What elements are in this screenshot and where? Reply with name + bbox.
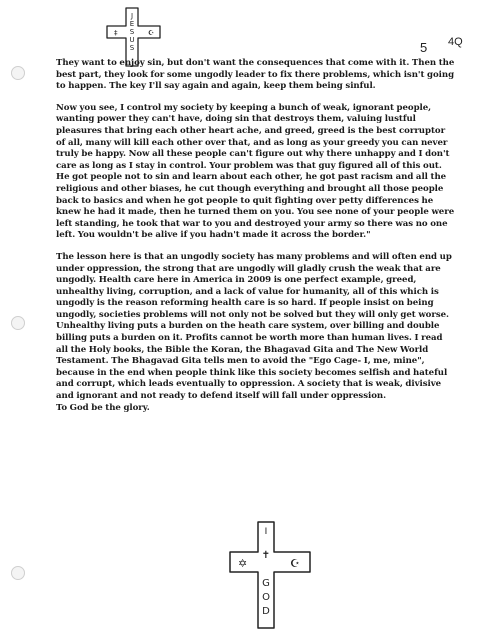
top-cross-right-mark: ☪ [148,29,155,37]
bottom-cross-drawing [226,520,314,632]
top-cross-left-mark: ‡ [114,29,118,37]
paragraph-3: The lesson here is that an ungodly society has many problems and will often end up under oppression, the strong that are ungodly will gladly crush the weak that are ungodly. Health care here in America in 2009 is one perfect example, greed, unhealthy living, corruption, and a lack of value for humanity, all of this which is ungodly is the reason reforming health care is so hard. If people insist on being ungodly, societies problems will not only not be solved but they will only get worse. Unhealthy living puts a burden on the heath care system, over billing and double billing puts a burden on it. Profits cannot be worth more than human lives. I read all the Holy books, the Bible the Koran, the Bhagavad Gita and The New World Testament. The Bhagavad Gita tells men to avoid the "Ego Cage- I, me, mine", because in the end when people think like this society becomes selfish and hateful and corrupt, which leads eventually to oppression. A society that is weak, divisive and ignorant and not ready to defend itself will fall under oppression. [56,251,452,402]
svg-text:I: I [264,527,268,537]
svg-text:✝: ✝ [261,550,271,561]
crescent-star-icon: ☪ [290,557,300,570]
binder-hole [11,316,25,330]
page-number: 5 [420,40,428,55]
svg-text:D: D [262,606,270,617]
paragraph-1: They want to enjoy sin, but don't want the consequences that come with it. Then the best part, they look for some ungodly leader to fix there problems, which isn't going to happen. The key I'll say again and again, keep them being sinful. [56,58,455,92]
binder-hole [11,566,25,580]
paragraph-2: Now you see, I control my society by keeping a bunch of weak, ignorant people, wanting power they can't have, doing sin that destroys them, valuing lustful pleasures that bring each other heart ache, and greed, greed is the best corruptor of all, many will kill each other over that, and as long as your greedy you can never truly be happy. Now all these people can't figure out why there unhappy and I don't care as long as I stay in control. Your problem was that guy figured all of this out. He got people not to sin and learn about each other, he got past racism and all the religious and other biases, he cut though everything and brought all those people back to basics and when he got people to quit fighting over petty differences he knew he had it made, then he turned them on you. You see none of your people were left standing, he took that war to you and destroyed your army so there was no one left. You wouldn't be alive if you hadn't made it across the border." [56,102,455,241]
closing-line: To God be the glory. [56,402,150,413]
body-text [56,58,456,424]
star-of-david-icon: ✡ [238,557,248,570]
svg-text:O: O [262,592,270,603]
handwritten-page-number: 4Q [448,36,463,48]
svg-text:G: G [262,578,270,589]
top-cross-vertical-text: J E S U S [129,12,135,52]
binder-hole [11,66,25,80]
